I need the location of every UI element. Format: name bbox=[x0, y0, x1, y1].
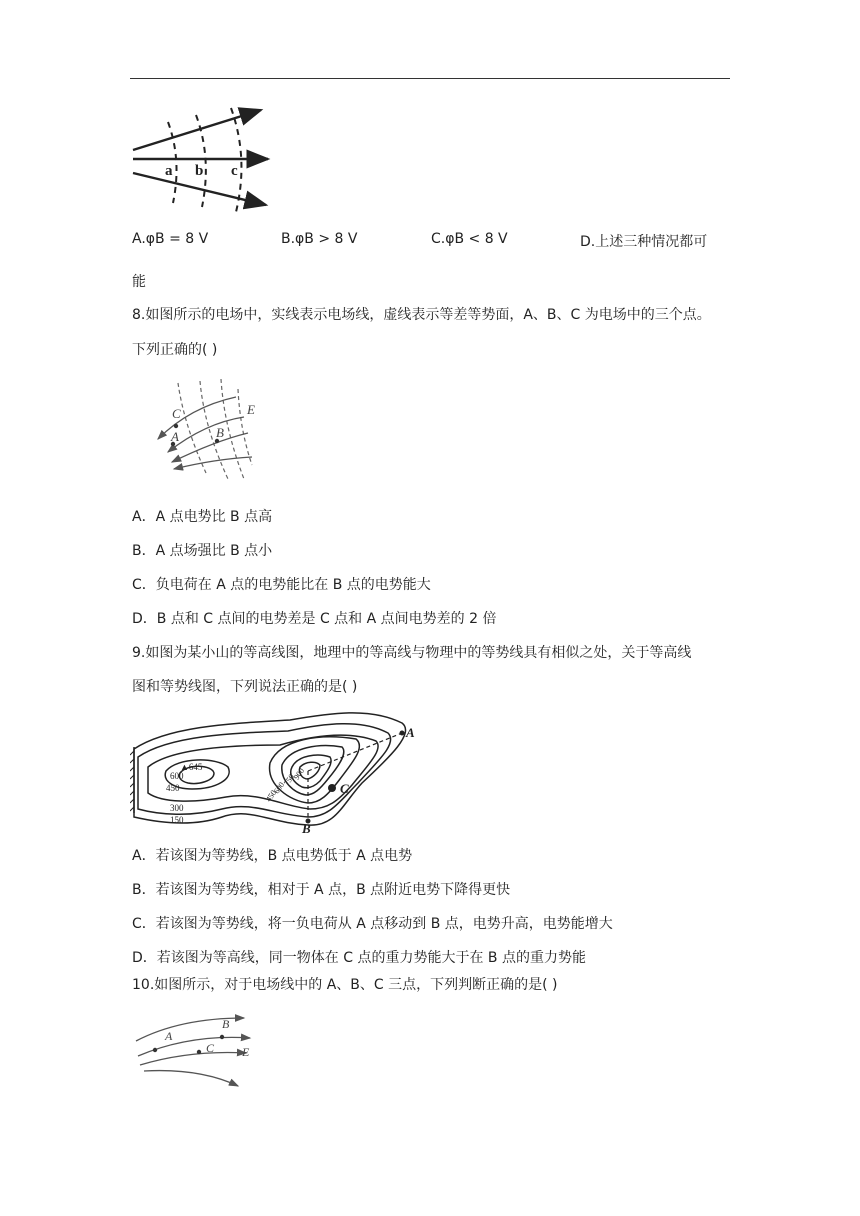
header-rule bbox=[130, 78, 730, 79]
q9-option-d: D．若该图为等高线，同一物体在 C 点的重力势能大于在 B 点的重力势能 bbox=[132, 950, 586, 966]
q9-label-900: 900 bbox=[291, 766, 307, 782]
q9-label-600-right: 600 bbox=[271, 780, 287, 796]
q7-option-d: D.上述三种情况都可 bbox=[580, 234, 708, 250]
q8-option-d: D．B 点和 C 点间的电势差是 C 点和 A 点间电势差的 2 倍 bbox=[132, 611, 497, 627]
q8-label-e: E bbox=[247, 402, 255, 417]
q8-label-a: A bbox=[171, 429, 179, 444]
q10-label-e: E bbox=[242, 1045, 250, 1059]
q10-label-c: C bbox=[206, 1041, 215, 1055]
q7-label-c: c bbox=[231, 163, 238, 179]
q8-option-a: A．A 点电势比 B 点高 bbox=[132, 509, 273, 525]
q7-option-c: C.φB < 8 V bbox=[431, 231, 508, 247]
q7-label-b: b bbox=[195, 163, 204, 179]
q10-field-figure bbox=[130, 1010, 260, 1092]
q9-label-150: 150 bbox=[170, 815, 184, 825]
q8-stem-line2: 下列正确的( ) bbox=[132, 342, 218, 358]
q7-label-a: a bbox=[165, 163, 173, 179]
q10-label-b: B bbox=[222, 1017, 230, 1031]
q9-label-a: A bbox=[406, 725, 415, 740]
q7-field-figure bbox=[130, 100, 275, 215]
q9-stem-line2: 图和等势线图，下列说法正确的是( ) bbox=[132, 679, 358, 695]
q7-option-b: B.φB > 8 V bbox=[281, 231, 358, 247]
q9-option-b: B．若该图为等势线，相对于 A 点，B 点附近电势下降得更快 bbox=[132, 882, 511, 898]
q8-field-figure bbox=[140, 375, 265, 490]
q8-label-c: C bbox=[172, 406, 181, 421]
q9-label-750: 750 bbox=[281, 772, 297, 788]
q9-label-b: B bbox=[302, 821, 311, 833]
q9-label-450-left: 450 bbox=[166, 783, 180, 793]
q10-stem: 10.如图所示，对于电场线中的 A、B、C 三点，下列判断正确的是( ) bbox=[132, 977, 558, 993]
q8-option-c: C．负电荷在 A 点的电势能比在 B 点的电势能大 bbox=[132, 577, 431, 593]
q8-stem-line1: 8.如图所示的电场中，实线表示电场线，虚线表示等差等势面，A、B、C 为电场中的三个点。 bbox=[132, 307, 711, 323]
q9-label-450-right: 450 bbox=[263, 788, 279, 804]
q10-label-a: A bbox=[165, 1029, 173, 1043]
q8-option-b: B．A 点场强比 B 点小 bbox=[132, 543, 273, 559]
q9-option-a: A．若该图为等势线，B 点电势低于 A 点电势 bbox=[132, 848, 413, 864]
q8-label-b: B bbox=[216, 425, 224, 440]
q9-label-peak: ▲645 bbox=[180, 762, 203, 772]
q9-label-600-left: 600 bbox=[170, 771, 184, 781]
q9-label-300: 300 bbox=[170, 803, 184, 813]
q9-contour-figure bbox=[130, 705, 420, 833]
q9-stem-line1: 9.如图为某小山的等高线图，地理中的等高线与物理中的等势线具有相似之处，关于等高线 bbox=[132, 645, 692, 661]
q9-label-c: C bbox=[340, 781, 349, 796]
q7-option-a: A.φB = 8 V bbox=[132, 231, 209, 247]
q9-option-c: C．若该图为等势线，将一负电荷从 A 点移动到 B 点，电势升高，电势能增大 bbox=[132, 916, 613, 932]
q7-option-d-wrap: 能 bbox=[132, 274, 146, 290]
